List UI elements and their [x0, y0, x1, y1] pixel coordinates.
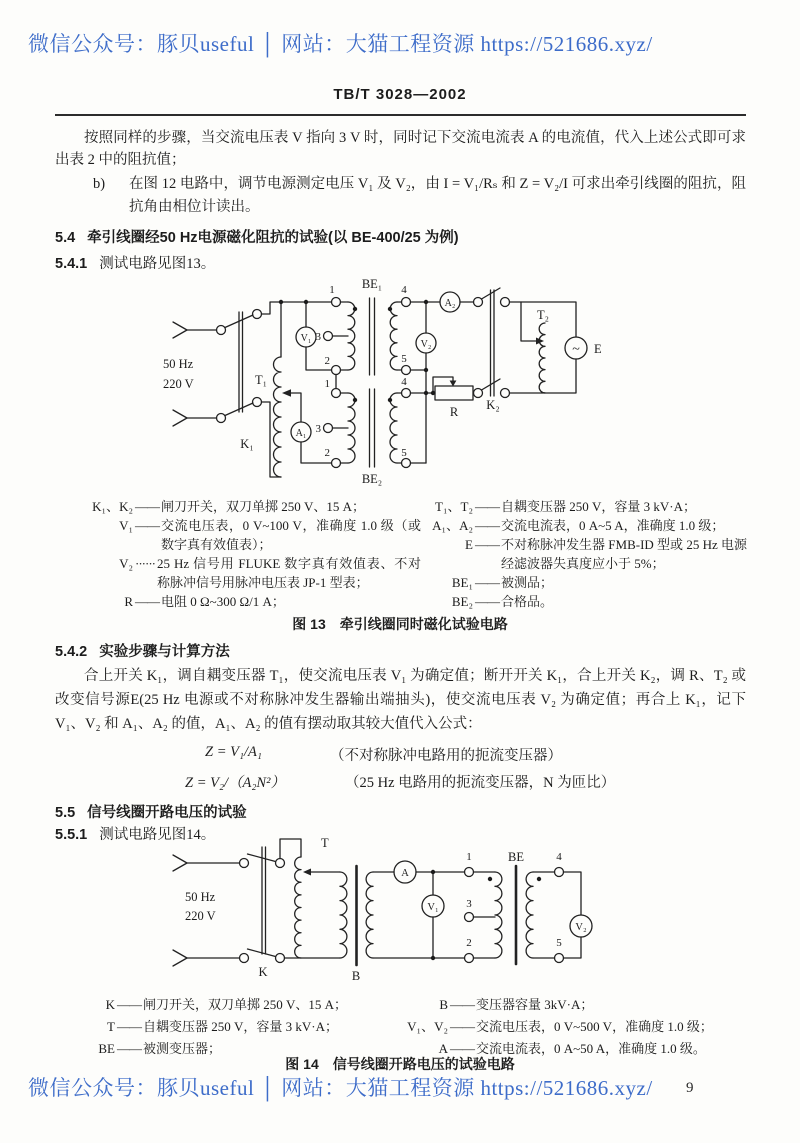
legend-item: V₂ ······ 25 Hz 信号用 FLUKE 数字真有效值表、不对称脉冲信号用脉冲电压表 JP-1 型表； [119, 556, 421, 590]
watermark-bottom: 微信公众号：豚贝useful │ 网站：大猫工程资源 https://521686.xyz/ [28, 1076, 653, 1100]
clause-title: 测试电路见图13。 [99, 256, 216, 272]
equation: Z = V₁/A₁ [205, 744, 262, 760]
doc-code: TB/T 3028—2002 [333, 86, 467, 103]
autotransformer-t1 [274, 302, 302, 477]
equation: Z = V₂/（A₂N²） [185, 775, 285, 791]
formula-1 [205, 744, 262, 761]
clause-title: 牵引线圈经50 Hz电源磁化阻抗的试验(以 BE-400/25 为例) [87, 230, 459, 246]
legend-item: V₁ —— 交流电压表，0 V~100 V，准确度 1.0 级（或数字真有效值表）； [119, 518, 421, 552]
wire [262, 402, 282, 477]
terminal-label: 3 [315, 423, 321, 435]
terminal-label: 4 [556, 851, 562, 863]
label-t: T [321, 836, 329, 850]
terminal-label: 4 [401, 284, 407, 296]
list-item-b [93, 173, 746, 219]
legend-item: BE₂ —— 合格品。 [451, 594, 554, 609]
clause-title: 实验步骤与计算方法 [99, 644, 230, 660]
transformer-be1 [324, 298, 411, 376]
clause-number: 5.5 [55, 805, 76, 821]
label-be2: BE₂ [361, 472, 383, 486]
power-input [173, 322, 226, 426]
node-dots [431, 870, 541, 960]
clause-title: 信号线圈开路电压的试验 [87, 805, 247, 821]
formula-2 [185, 771, 285, 792]
label-v2: V₂ [420, 339, 432, 350]
autotransformer-t [280, 839, 340, 958]
label-k2: K₂ [486, 398, 500, 412]
label-a2: A₂ [444, 298, 456, 309]
legend-item: BE —— 被测变压器； [98, 1041, 222, 1056]
terminal-label: 2 [466, 937, 472, 949]
paragraph-intro: 按照同样的步骤，当交流电压表 V 指向 3 V 时，同时记下交流电流表 A 的电流值，代入上述公式即可求出表 2 中的阻抗值； [55, 130, 746, 168]
figure14-caption: 图 14 信号线圈开路电压的试验电路 [285, 1056, 515, 1072]
legend-item: V₁、V₂ —— 交流电压表，0 V~500 V，准确度 1.0 级； [407, 1019, 713, 1034]
legend-item: R —— 电阻 0 Ω~300 Ω/1 A； [124, 594, 285, 609]
ammeter-a2 [411, 292, 474, 312]
label-t1: T₁ [255, 373, 267, 387]
clause-5-5 [55, 801, 247, 822]
rheostat-r [411, 377, 474, 400]
terminal-label: 3 [315, 331, 321, 343]
legend-item: BE₁ —— 被测品； [451, 575, 554, 590]
switch-k1 [225, 310, 262, 416]
label-frequency: 50 Hz [163, 357, 194, 371]
wire [262, 302, 332, 314]
terminal-label: 4 [401, 376, 407, 388]
label-a1: A₁ [295, 428, 307, 439]
clause-title: 测试电路见图14。 [99, 827, 216, 843]
label-v1: V₁ [300, 333, 312, 344]
label-a: A [401, 868, 409, 879]
figure14-circuit [143, 833, 663, 995]
clause-number: 5.4.1 [55, 256, 88, 272]
label-k1: K₁ [240, 437, 254, 451]
watermark-top: 微信公众号：豚贝useful │ 网站：大猫工程资源 https://521686.xyz/ [28, 32, 653, 56]
label-voltage: 220 V [163, 377, 194, 391]
ac-source-symbol: ~ [572, 342, 580, 357]
label-v1: V₁ [427, 902, 439, 913]
label-t2: T₂ [537, 308, 549, 322]
clause-5-4 [55, 226, 459, 247]
voltmeter-v2 [411, 302, 437, 463]
page-number: 9 [686, 1080, 694, 1096]
legend-item: E —— 不对称脉冲发生器 FMB-ID 型或 25 Hz 电源经滤波器失真度应小于 5%； [465, 537, 747, 571]
clause-number: 5.4.2 [55, 644, 88, 660]
legend-column-right [390, 994, 750, 1060]
formula-1-note: （不对称脉冲电路用的扼流变压器） [330, 748, 562, 764]
figure13-caption: 图 13 牵引线圈同时磁化试验电路 [292, 616, 508, 632]
legend-item: K₁、K₂ —— 闸刀开关，双刀单掷 250 V、15 A； [92, 499, 366, 514]
switch-k [248, 847, 285, 963]
legend-item: K —— 闸刀开关，双刀单掷 250 V、15 A； [105, 997, 348, 1012]
clause-number: 5.5.1 [55, 827, 88, 843]
clause-5-4-2 [55, 640, 230, 661]
header-rule [55, 114, 746, 116]
label-be1: BE₁ [361, 277, 383, 291]
terminal-label: 1 [324, 378, 330, 390]
ammeter-a [373, 861, 465, 883]
voltmeter-v2 [533, 868, 592, 963]
list-item-b-label: b) [93, 176, 106, 192]
clause-5-4-1 [55, 252, 215, 273]
paragraph-5-4-2: 合上开关 K₁，调自耦变压器 T₁，使交流电压表 V₁ 为确定值；断开开关 K₁，合上开关 K₂，调 R、T₂ 或改变信号源E(25 Hz 电源或不对称脉冲发生器输出端抽头)，使交流电压表 V₂ 为确定值；再合上 K₁，记下 V₁、V₂ 和 A₁、A₂ 的值，A₁、A₂ 的值有摆动取其较大值代入公式： [55, 668, 746, 732]
terminal-label: 5 [401, 353, 407, 365]
legend-item: T —— 自耦变压器 250 V，容量 3 kV·A； [107, 1019, 338, 1034]
label-v2: V₂ [575, 922, 587, 933]
transformer-b [340, 866, 373, 965]
label-b: B [351, 969, 361, 983]
transformer-be2 [324, 389, 411, 468]
list-item-b-text: 在图 12 电路中，调节电源测定电压 V₁ 及 V₂，由 I = V₁/Rₛ 和 Z = V₂/I 可求出牵引线圈的阻抗，阻抗角由相位计读出。 [129, 176, 746, 215]
legend-item: A —— 交流电流表，0 A~50 A，准确度 1.0 级。 [438, 1041, 706, 1056]
label-frequency: 50 Hz [185, 890, 216, 904]
figure13-legend [85, 497, 747, 611]
label-be: BE [508, 850, 524, 864]
legend-item: B —— 变压器容量 3kV·A； [439, 997, 594, 1012]
terminal-label: 1 [466, 851, 472, 863]
label-e: E [594, 342, 602, 356]
legend-column-right [421, 497, 747, 611]
terminal-label: 3 [466, 898, 472, 910]
figure14-legend [85, 994, 750, 1060]
label-k: K [258, 965, 268, 979]
switch-k2 [474, 288, 510, 398]
formula-2-note: （25 Hz 电路用的扼流变压器，N 为匝比） [345, 775, 616, 791]
terminal-label: 5 [556, 937, 562, 949]
voltmeter-v1 [422, 872, 444, 958]
terminal-label: 2 [324, 447, 330, 459]
figure13-circuit [143, 272, 663, 490]
transformer-be [465, 866, 534, 964]
legend-column-left [85, 497, 421, 611]
legend-item: T₁、T₂ —— 自耦变压器 250 V，容量 3 kV·A； [435, 499, 696, 514]
legend-column-left [85, 994, 390, 1060]
node-dots [279, 300, 435, 402]
terminal-label: 2 [324, 355, 330, 367]
label-r: R [449, 405, 459, 419]
legend-item: A₁、A₂ —— 交流电流表，0 A~5 A，准确度 1.0 级； [432, 518, 725, 533]
clause-number: 5.4 [55, 230, 76, 246]
terminal-label: 5 [401, 447, 407, 459]
terminal-label: 1 [329, 284, 335, 296]
label-voltage: 220 V [185, 909, 216, 923]
